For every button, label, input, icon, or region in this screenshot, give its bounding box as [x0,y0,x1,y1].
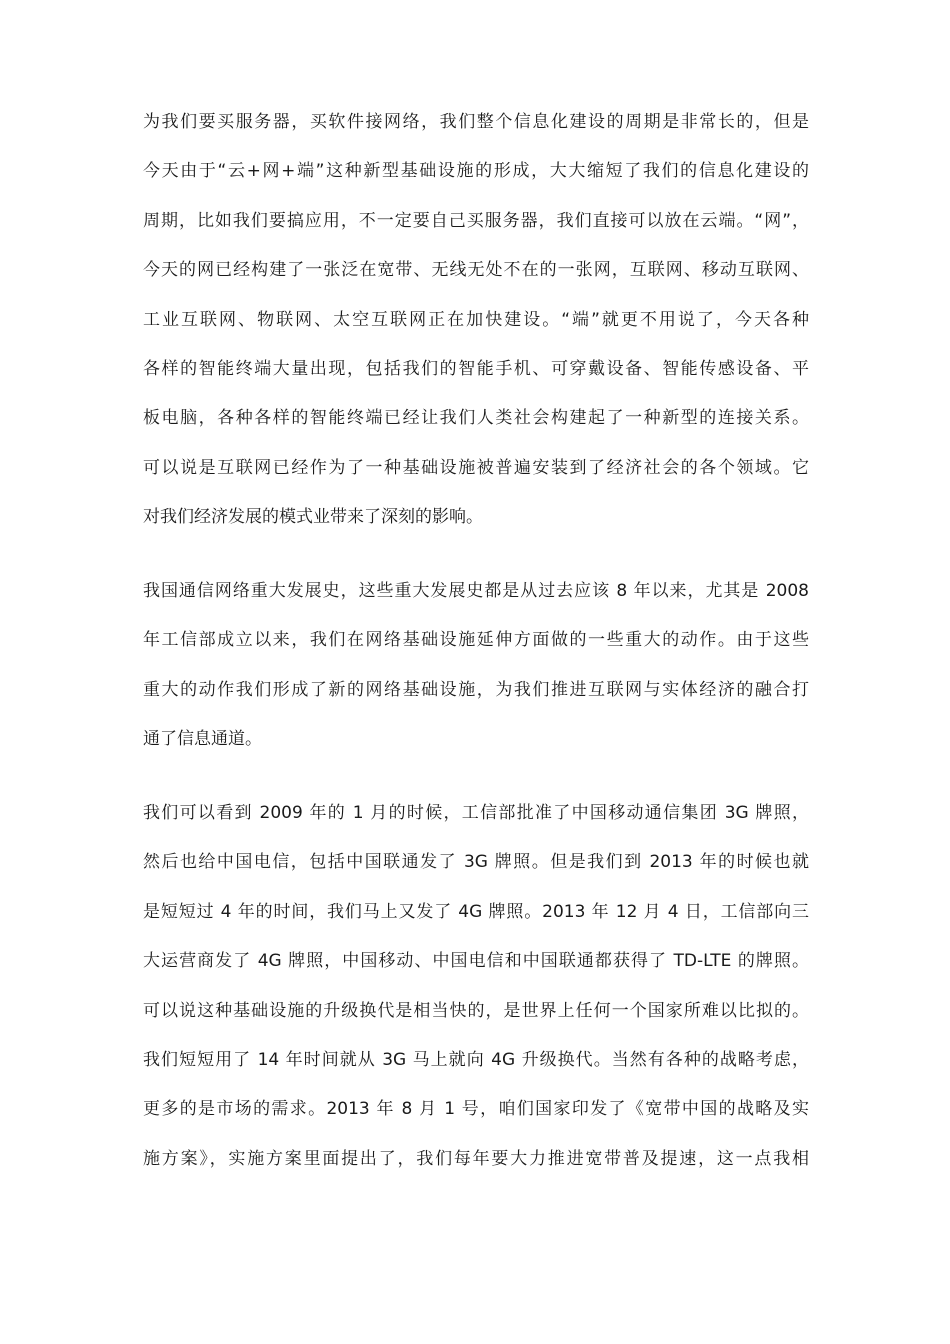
text-line: 大运营商发了 4G 牌照，中国移动、中国电信和中国联通都获得了 TD-LTE 的牌照。 [143,951,809,972]
text-line: 我国通信网络重大发展史，这些重大发展史都是从过去应该 8 年以来，尤其是 2008 [143,581,809,601]
text-line: 可以说这种基础设施的升级换代是相当快的，是世界上任何一个国家所难以比拟的。 [143,1000,809,1021]
text-line: 重大的动作我们形成了新的网络基础设施，为我们推进互联网与实体经济的融合打 [143,679,809,700]
paragraph-2 [143,567,809,765]
text-line: 今天的网已经构建了一张泛在宽带、无线无处不在的一张网，互联网、移动互联网、 [143,260,809,281]
text-line: 我们短短用了 14 年时间就从 3G 马上就向 4G 升级换代。当然有各种的战略考虑， [143,1049,809,1070]
text-line: 今天由于“云+网+端”这种新型基础设施的形成，大大缩短了我们的信息化建设的 [143,161,809,182]
text-line: 板电脑，各种各样的智能终端已经让我们人类社会构建起了一种新型的连接关系。 [143,408,809,429]
text-line: 更多的是市场的需求。2013 年 8 月 1 号，咱们国家印发了《宽带中国的战略及实 [143,1099,809,1120]
text-line: 对我们经济发展的模式业带来了深刻的影响。 [143,507,483,528]
text-line: 然后也给中国电信，包括中国联通发了 3G 牌照。但是我们到 2013 年的时候也就 [143,852,809,873]
text-line: 年工信部成立以来，我们在网络基础设施延伸方面做的一些重大的动作。由于这些 [143,630,809,651]
text-line: 可以说是互联网已经作为了一种基础设施被普遍安装到了经济社会的各个领域。它 [143,457,809,478]
text-line: 工业互联网、物联网、太空互联网正在加快建设。“端”就更不用说了，今天各种 [143,309,809,330]
text-line: 通了信息通道。 [143,729,262,750]
text-line: 各样的智能终端大量出现，包括我们的智能手机、可穿戴设备、智能传感设备、平 [143,358,809,379]
text-line: 施方案》，实施方案里面提出了，我们每年要大力推进宽带普及提速，这一点我相 [143,1148,809,1169]
text-line: 是短短过 4 年的时间，我们马上又发了 4G 牌照。2013 年 12 月 4 日，工信部向三 [143,901,809,922]
text-line: 为我们要买服务器，买软件接网络，我们整个信息化建设的周期是非常长的，但是 [143,112,809,132]
paragraph-1 [143,98,809,543]
paragraph-3 [143,789,809,1184]
text-line: 周期，比如我们要搞应用，不一定要自己买服务器，我们直接可以放在云端。“网”， [143,210,809,231]
text-line: 我们可以看到 2009 年的 1 月的时候，工信部批准了中国移动通信集团 3G 牌照， [143,803,809,823]
